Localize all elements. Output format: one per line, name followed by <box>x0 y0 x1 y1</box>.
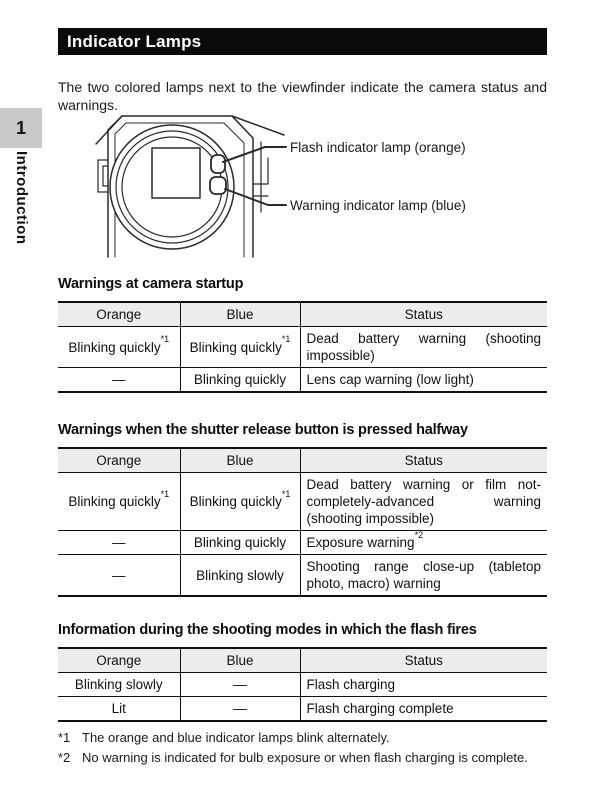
column-header-blue: Blue <box>180 648 300 673</box>
footnote-1 <box>58 728 547 748</box>
strap-lug-left <box>98 160 108 192</box>
warning-lamp-callout: Warning indicator lamp (blue) <box>290 198 466 213</box>
cell-status: Dead battery warning (shooting impossible) <box>300 327 547 368</box>
section-camera-startup <box>58 275 547 393</box>
cell-orange: — <box>58 555 180 597</box>
footnote-2 <box>58 748 547 768</box>
table-header-row <box>58 648 547 673</box>
cell-status: Exposure warning$^{*2}$ <box>300 531 547 555</box>
cell-orange: Blinking slowly <box>74 677 163 692</box>
table-row <box>58 673 547 697</box>
table-header-row <box>58 302 547 327</box>
footnote-ref: *1 <box>160 334 170 345</box>
table-row <box>58 697 547 722</box>
section-heading: Information during the shooting modes in which the flash fires <box>58 622 477 638</box>
footnote-text: The orange and blue indicator lamps blink alternately. <box>82 730 390 745</box>
cell-orange: Blinking quickly$^{*1}$ <box>68 334 170 355</box>
page-content <box>58 0 547 798</box>
flash-lamp-callout: Flash indicator lamp (orange) <box>290 140 466 155</box>
cell-orange: — <box>58 531 180 555</box>
chapter-label: Introduction <box>13 151 30 245</box>
page-title: Indicator Lamps <box>58 28 547 55</box>
chapter-number: 1 <box>15 117 26 138</box>
footnote-ref: *1 <box>281 488 291 499</box>
section-heading: Warnings when the shutter release button is pressed halfway <box>58 422 468 438</box>
section-heading: Warnings at camera startup <box>58 276 244 292</box>
footnote-ref: *1 <box>160 488 170 499</box>
halfway-warnings-table <box>58 447 547 597</box>
flash-lamp-shape <box>211 155 225 173</box>
footnote-text: No warning is indicated for bulb exposure or when flash charging is complete. <box>82 750 528 765</box>
cell-status: Dead battery warning or film not-completely-advanced warning (shooting impossible) <box>300 473 547 531</box>
footnotes <box>58 728 547 768</box>
section-flash-modes <box>58 621 547 722</box>
cell-blue: Blinking quickly <box>180 531 300 555</box>
column-header-status: Status <box>300 302 547 327</box>
table-row <box>58 368 547 393</box>
column-header-status: Status <box>300 448 547 473</box>
intro-paragraph: The two colored lamps next to the viewfinder indicate the camera status and warnings. <box>58 79 547 113</box>
cell-status: Lens cap warning (low light) <box>300 368 547 393</box>
camera-roof-line-right <box>232 116 284 135</box>
cell-blue: Blinking quickly$^{*1}$ <box>180 473 300 531</box>
camera-roof-line-left <box>96 116 122 144</box>
section-shutter-halfway <box>58 421 547 597</box>
cell-blue: Blinking quickly <box>180 368 300 393</box>
column-header-orange: Orange <box>58 648 180 673</box>
cell-blue: Blinking quickly$^{*1}$ <box>180 327 300 368</box>
footnote-marker: *1 <box>58 730 71 745</box>
cell-orange: — <box>58 368 180 393</box>
cell-blue: Blinking slowly <box>180 555 300 597</box>
cell-status: Flash charging <box>300 673 547 697</box>
flash-info-table <box>58 647 547 722</box>
warning-lamp-shape <box>210 177 226 194</box>
table-row <box>58 327 547 368</box>
cell-blue: — <box>180 673 300 697</box>
callout-line-warning <box>225 189 286 205</box>
footnote-marker: *2 <box>58 750 71 765</box>
column-header-blue: Blue <box>180 448 300 473</box>
camera-diagram <box>58 100 547 265</box>
column-header-orange: Orange <box>58 448 180 473</box>
cell-status: Flash charging complete <box>300 697 547 722</box>
cell-status: Shooting range close-up (tabletop photo, macro) warning <box>300 555 547 597</box>
cell-orange: Blinking quickly$^{*1}$ <box>68 488 170 509</box>
table-row <box>58 473 547 531</box>
cell-orange: Lit <box>58 697 180 722</box>
viewfinder-window <box>152 148 200 198</box>
table-header-row <box>58 448 547 473</box>
startup-warnings-table <box>58 301 547 393</box>
column-header-status: Status <box>300 648 547 673</box>
column-header-orange: Orange <box>58 302 180 327</box>
camera-illustration <box>58 100 547 265</box>
chapter-number-tab <box>0 108 42 148</box>
callout-line-flash <box>223 147 286 162</box>
footnote-ref: *1 <box>281 334 291 345</box>
footnote-ref: *2 <box>414 529 424 540</box>
table-row <box>58 531 547 555</box>
table-row <box>58 555 547 597</box>
cell-blue: — <box>180 697 300 722</box>
column-header-blue: Blue <box>180 302 300 327</box>
